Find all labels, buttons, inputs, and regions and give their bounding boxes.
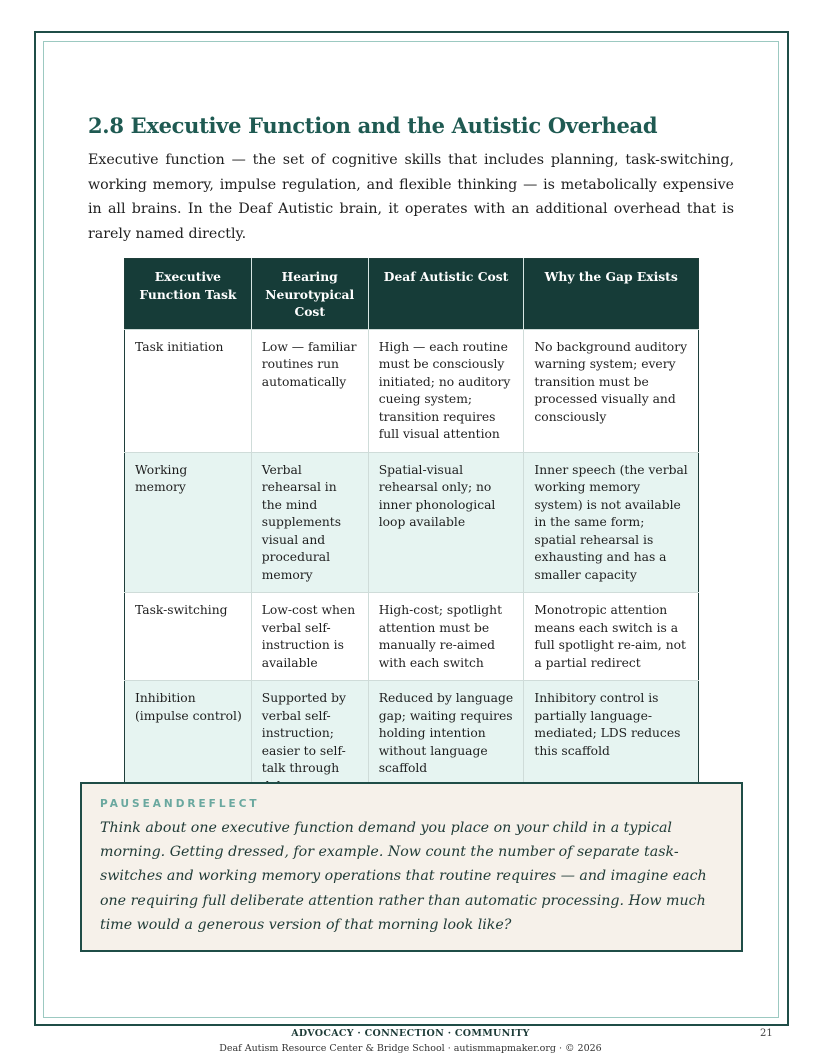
- table-row: [125, 329, 699, 452]
- section-title: 2.8 Executive Function and the Autistic Overhead: [88, 113, 658, 138]
- column-header-deaf-autistic-cost: Deaf Autistic Cost: [368, 259, 524, 330]
- table-cell: Supported by verbal self-instruction; easier to self-talk through: [251, 681, 368, 804]
- column-header-gap-reason: Why the Gap Exists: [524, 259, 699, 330]
- table-cell: Inhibitory control is partially language-mediated; LDS reduces this scaffold: [524, 681, 699, 804]
- table-cell: Working memory: [125, 452, 252, 593]
- table-cell: Low-cost when verbal self-instruction is available: [251, 593, 368, 681]
- column-header-hearing-cost: Hearing Neurotypical Cost: [251, 259, 368, 330]
- column-header-task: Executive Function Task: [125, 259, 252, 330]
- table-cell: High — each routine must be consciously initiated; no auditory cueing system; transition requires full visual attention: [368, 329, 524, 452]
- reflect-label: PAUSEANDREFLECT: [100, 798, 260, 810]
- table-cell: Inner speech (the verbal working memory system) is not available in the same form; spatial rehearsal is exhausting and has a smaller capacity: [524, 452, 699, 593]
- table-cell: Spatial-visual rehearsal only; no inner phonological loop available: [368, 452, 524, 593]
- table-cell: Inhibition (impulse control): [125, 681, 252, 804]
- table-cell: Task-switching: [125, 593, 252, 681]
- table-cell: Reduced by language gap; waiting requires holding intention without language scaffold: [368, 681, 524, 804]
- footer-credits: Deaf Autism Resource Center & Bridge School · autismmapmaker.org · © 2026: [219, 1043, 602, 1054]
- table-cell: Task initiation: [125, 329, 252, 452]
- reflect-text: Think about one executive function demand you place on your child in a typical morning. Getting dressed, for example. Now count the number of separate task-switches and working memory operations that routine requires — and imagine each one requiring full deliberate attention rather than automatic processing. How much time would a generous version of that morning look like?: [100, 820, 707, 933]
- table-row: [125, 452, 699, 593]
- table-cell: High-cost; spotlight attention must be manually re-aimed with each switch: [368, 593, 524, 681]
- reflect-callout: [80, 782, 743, 952]
- executive-function-table: [124, 258, 699, 804]
- table-header-row: [125, 259, 699, 330]
- table-row: [125, 593, 699, 681]
- table-cell: Verbal rehearsal in the mind supplements visual and procedural memory: [251, 452, 368, 593]
- page-number: 21: [760, 1028, 773, 1039]
- table-cell: Low — familiar routines run automatically: [251, 329, 368, 452]
- table-cell: Monotropic attention means each switch is a full spotlight re-aim, not a partial redirect: [524, 593, 699, 681]
- footer-tagline: ADVOCACY · CONNECTION · COMMUNITY: [291, 1028, 530, 1039]
- table-cell: No background auditory warning system; every transition must be processed visually and consciously: [524, 329, 699, 452]
- intro-paragraph: Executive function — the set of cognitive skills that includes planning, task-switching, working memory, impulse regulation, and flexible thinking — is metabolically expensive in all brains. In the Deaf Autistic brain, it operates with an additional overhead that is rarely named directly.: [88, 152, 734, 242]
